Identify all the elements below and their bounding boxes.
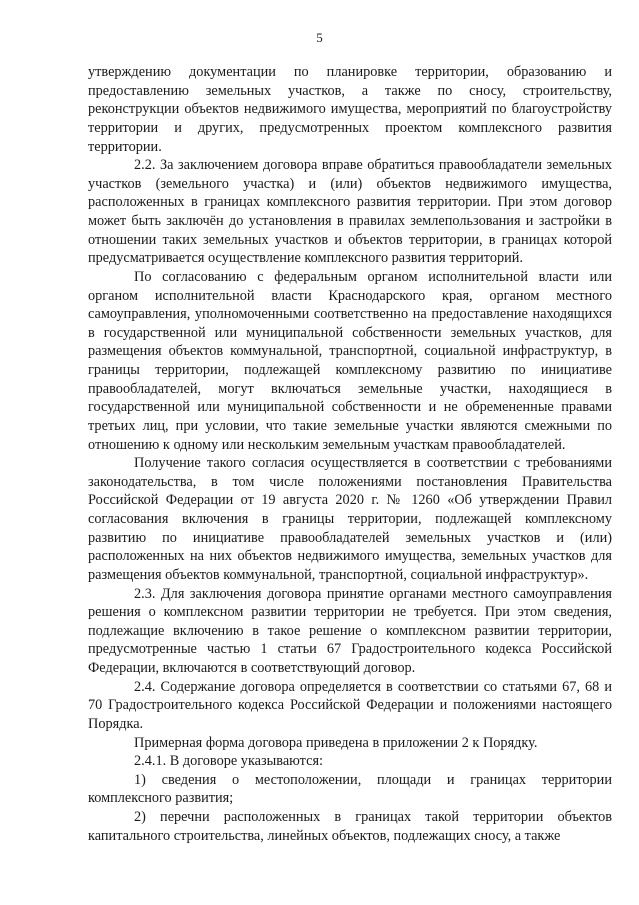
paragraph-continuation: утверждению документации по планировке территории, образованию и предоставлению земельных участков, а также по сносу, строительству, реконструкции объектов недвижимого имущества, мероприятий по благоустройству территории и других, предусмотренных проектом комплексного развития территории. — [88, 64, 612, 155]
page-number: 5 — [316, 30, 323, 45]
paragraph-2-3: 2.3. Для заключения договора принятие органами местного самоуправления решения о комплексном развитии территории не требуется. При этом сведения, подлежащие включению в такое решение о комплексном развитии территории, предусмотренные частью 1 статьи 67 Градостроительного кодекса Российской Федерации, включаются в соответствующий договор. — [88, 585, 612, 676]
paragraph-2-2: 2.2. За заключением договора вправе обратиться правообладатели земельных участков (земельного участка) и (или) объектов недвижимого имущества, расположенных в границах комплексного развития территории. При этом договор может быть заключён до установления в правилах землепользования и застройки в отношении таких земельных участков и объектов территории, в границах которой предусматривается осуществление комплексного развития территорий. — [88, 157, 612, 267]
paragraph-2-4-1: 2.4.1. В договоре указываются: — [134, 753, 323, 770]
paragraph-sample-form: Примерная форма договора приведена в приложении 2 к Порядку. — [134, 734, 538, 751]
list-item-1: 1) сведения о местоположении, площади и границах территории комплексного развития; — [88, 771, 612, 807]
paragraph-2-4: 2.4. Содержание договора определяется в соответствии со статьями 67, 68 и 70 Градостроительного кодекса Российской Федерации и положениями настоящего Порядка. — [88, 678, 612, 732]
document-body — [88, 63, 612, 845]
paragraph-consent: Получение такого согласия осуществляется в соответствии с требованиями законодательства, в том числе положениями постановления Правительства Российской Федерации от 19 августа 2020 г. № 1260 «Об утверждении Правил согласования включения в границы территории, подлежащей комплексному развитию по инициативе правообладателей земельных участков и (или) расположенных на них объектов недвижимого имущества, земельных участков для размещения объектов коммунальной, транспортной, социальной инфраструктур». — [88, 455, 612, 583]
paragraph-agreement: По согласованию с федеральным органом исполнительной власти или органом исполнительной власти Краснодарского края, органом местного самоуправления, уполномоченными соответственно на предоставление находящихся в государственной или муниципальной собственности земельных участков, для размещения объектов коммунальной, транспортной, социальной инфраструктур, в границы территории, подлежащей комплексному развитию по инициативе правообладателей, могут включаться земельные участки, находящиеся в государственной или муниципальной собственности и не обремененные правами третьих лиц, при условии, что такие земельные участки являются смежными по отношению к одному или нескольким земельным участкам правообладателей. — [88, 268, 612, 453]
list-item-2: 2) перечни расположенных в границах такой территории объектов капитального строительства, линейных объектов, подлежащих сносу, а также — [88, 809, 612, 844]
